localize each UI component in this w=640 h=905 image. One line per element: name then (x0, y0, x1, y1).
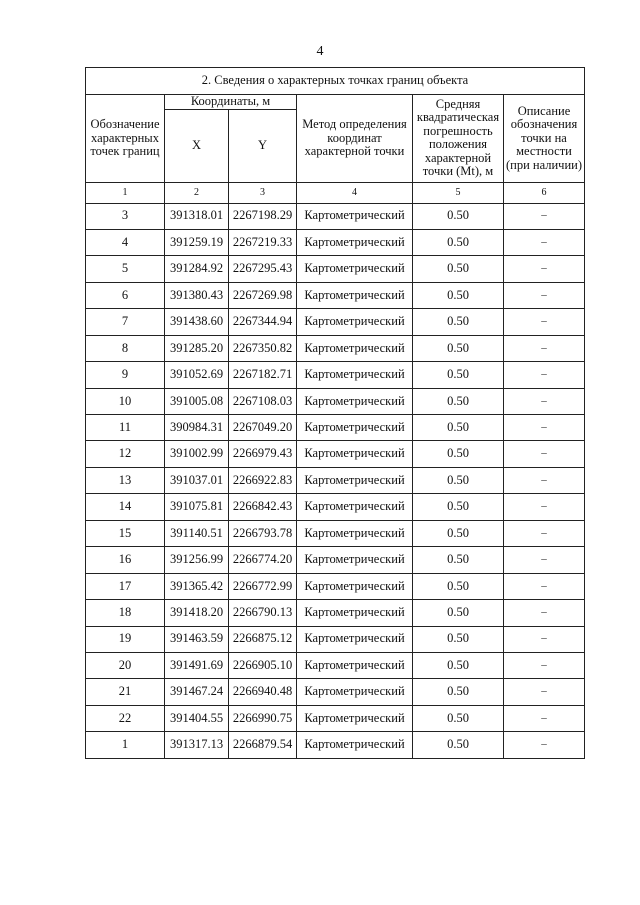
cell-description: – (504, 282, 585, 308)
column-number: 5 (413, 182, 504, 203)
cell-x: 391463.59 (165, 626, 229, 652)
cell-y: 2267049.20 (229, 415, 297, 441)
cell-accuracy: 0.50 (413, 467, 504, 493)
cell-description: – (504, 520, 585, 546)
column-number: 2 (165, 182, 229, 203)
table-row (86, 256, 585, 282)
header-x: X (165, 109, 229, 182)
header-method: Метод определения координат характерной точки (297, 95, 413, 183)
cell-description: – (504, 679, 585, 705)
cell-method: Картометрический (297, 600, 413, 626)
cell-y: 2267219.33 (229, 229, 297, 255)
cell-accuracy: 0.50 (413, 679, 504, 705)
table-body (86, 203, 585, 758)
cell-accuracy: 0.50 (413, 229, 504, 255)
cell-description: – (504, 652, 585, 678)
cell-method: Картометрический (297, 388, 413, 414)
cell-y: 2266940.48 (229, 679, 297, 705)
cell-method: Картометрический (297, 705, 413, 731)
table-row (86, 600, 585, 626)
cell-point: 9 (86, 362, 165, 388)
cell-y: 2267344.94 (229, 309, 297, 335)
cell-x: 391380.43 (165, 282, 229, 308)
cell-y: 2266774.20 (229, 547, 297, 573)
cell-method: Картометрический (297, 494, 413, 520)
cell-description: – (504, 467, 585, 493)
cell-method: Картометрический (297, 547, 413, 573)
cell-point: 6 (86, 282, 165, 308)
table-row (86, 679, 585, 705)
cell-accuracy: 0.50 (413, 282, 504, 308)
cell-accuracy: 0.50 (413, 705, 504, 731)
cell-point: 22 (86, 705, 165, 731)
cell-x: 391418.20 (165, 600, 229, 626)
column-number: 6 (504, 182, 585, 203)
cell-point: 7 (86, 309, 165, 335)
cell-description: – (504, 256, 585, 282)
cell-accuracy: 0.50 (413, 626, 504, 652)
cell-y: 2266979.43 (229, 441, 297, 467)
cell-description: – (504, 229, 585, 255)
cell-x: 391005.08 (165, 388, 229, 414)
cell-description: – (504, 705, 585, 731)
cell-y: 2267182.71 (229, 362, 297, 388)
cell-accuracy: 0.50 (413, 600, 504, 626)
table-row (86, 229, 585, 255)
table-row (86, 415, 585, 441)
header-y: Y (229, 109, 297, 182)
boundary-points-table (85, 67, 585, 759)
cell-description: – (504, 388, 585, 414)
cell-point: 3 (86, 203, 165, 229)
cell-accuracy: 0.50 (413, 520, 504, 546)
cell-y: 2267198.29 (229, 203, 297, 229)
cell-method: Картометрический (297, 652, 413, 678)
page-number: 4 (316, 44, 324, 59)
cell-x: 391317.13 (165, 732, 229, 758)
cell-accuracy: 0.50 (413, 441, 504, 467)
cell-x: 391037.01 (165, 467, 229, 493)
cell-x: 391491.69 (165, 652, 229, 678)
cell-description: – (504, 309, 585, 335)
cell-x: 391052.69 (165, 362, 229, 388)
cell-accuracy: 0.50 (413, 732, 504, 758)
cell-point: 18 (86, 600, 165, 626)
cell-accuracy: 0.50 (413, 415, 504, 441)
cell-x: 391002.99 (165, 441, 229, 467)
cell-method: Картометрический (297, 679, 413, 705)
cell-y: 2266879.54 (229, 732, 297, 758)
cell-method: Картометрический (297, 467, 413, 493)
cell-point: 10 (86, 388, 165, 414)
cell-point: 19 (86, 626, 165, 652)
table-row (86, 520, 585, 546)
cell-y: 2266842.43 (229, 494, 297, 520)
table-row (86, 309, 585, 335)
cell-point: 1 (86, 732, 165, 758)
table-row (86, 441, 585, 467)
cell-x: 391259.19 (165, 229, 229, 255)
cell-description: – (504, 335, 585, 361)
cell-description: – (504, 415, 585, 441)
table-row (86, 573, 585, 599)
cell-method: Картометрический (297, 573, 413, 599)
cell-point: 13 (86, 467, 165, 493)
cell-point: 14 (86, 494, 165, 520)
cell-point: 15 (86, 520, 165, 546)
cell-point: 17 (86, 573, 165, 599)
cell-point: 21 (86, 679, 165, 705)
cell-y: 2267269.98 (229, 282, 297, 308)
table-row (86, 282, 585, 308)
table-row (86, 547, 585, 573)
cell-x: 391140.51 (165, 520, 229, 546)
cell-point: 8 (86, 335, 165, 361)
header-accuracy: Средняя квадратическая погрешность положения характерной точки (Mt), м (413, 95, 504, 183)
cell-description: – (504, 732, 585, 758)
cell-accuracy: 0.50 (413, 547, 504, 573)
cell-accuracy: 0.50 (413, 335, 504, 361)
cell-method: Картометрический (297, 229, 413, 255)
cell-x: 390984.31 (165, 415, 229, 441)
cell-point: 11 (86, 415, 165, 441)
section-title: 2. Сведения о характерных точках границ объекта (86, 68, 585, 95)
cell-method: Картометрический (297, 626, 413, 652)
cell-method: Картометрический (297, 415, 413, 441)
cell-description: – (504, 600, 585, 626)
cell-accuracy: 0.50 (413, 494, 504, 520)
table-row (86, 626, 585, 652)
table-row (86, 335, 585, 361)
cell-x: 391365.42 (165, 573, 229, 599)
cell-point: 12 (86, 441, 165, 467)
cell-y: 2266990.75 (229, 705, 297, 731)
table-row (86, 362, 585, 388)
cell-y: 2266793.78 (229, 520, 297, 546)
cell-method: Картометрический (297, 441, 413, 467)
cell-x: 391318.01 (165, 203, 229, 229)
cell-x: 391404.55 (165, 705, 229, 731)
cell-y: 2266790.13 (229, 600, 297, 626)
cell-y: 2267108.03 (229, 388, 297, 414)
cell-point: 16 (86, 547, 165, 573)
cell-y: 2266905.10 (229, 652, 297, 678)
cell-point: 5 (86, 256, 165, 282)
cell-method: Картометрический (297, 256, 413, 282)
cell-y: 2266772.99 (229, 573, 297, 599)
cell-accuracy: 0.50 (413, 573, 504, 599)
cell-method: Картометрический (297, 335, 413, 361)
header-coordinates: Координаты, м (165, 95, 297, 110)
cell-description: – (504, 203, 585, 229)
cell-y: 2266922.83 (229, 467, 297, 493)
cell-x: 391467.24 (165, 679, 229, 705)
cell-description: – (504, 547, 585, 573)
cell-y: 2267295.43 (229, 256, 297, 282)
cell-y: 2267350.82 (229, 335, 297, 361)
cell-description: – (504, 573, 585, 599)
cell-description: – (504, 626, 585, 652)
cell-accuracy: 0.50 (413, 652, 504, 678)
table-row (86, 494, 585, 520)
cell-x: 391256.99 (165, 547, 229, 573)
cell-method: Картометрический (297, 203, 413, 229)
cell-x: 391284.92 (165, 256, 229, 282)
cell-accuracy: 0.50 (413, 203, 504, 229)
cell-y: 2266875.12 (229, 626, 297, 652)
cell-method: Картометрический (297, 282, 413, 308)
column-number: 4 (297, 182, 413, 203)
cell-x: 391438.60 (165, 309, 229, 335)
cell-description: – (504, 494, 585, 520)
cell-method: Картометрический (297, 732, 413, 758)
cell-x: 391075.81 (165, 494, 229, 520)
cell-point: 20 (86, 652, 165, 678)
cell-accuracy: 0.50 (413, 256, 504, 282)
cell-method: Картометрический (297, 520, 413, 546)
column-number: 3 (229, 182, 297, 203)
column-number: 1 (86, 182, 165, 203)
header-description: Описание обозначения точки на местности (при наличии) (504, 95, 585, 183)
table-row (86, 732, 585, 758)
table-row (86, 467, 585, 493)
cell-description: – (504, 362, 585, 388)
table-row (86, 652, 585, 678)
table-row (86, 705, 585, 731)
table-row (86, 203, 585, 229)
cell-point: 4 (86, 229, 165, 255)
cell-method: Картометрический (297, 309, 413, 335)
table-row (86, 388, 585, 414)
cell-method: Картометрический (297, 362, 413, 388)
cell-accuracy: 0.50 (413, 388, 504, 414)
header-point-designation: Обозначение характерных точек границ (86, 95, 165, 183)
cell-accuracy: 0.50 (413, 362, 504, 388)
cell-accuracy: 0.50 (413, 309, 504, 335)
cell-x: 391285.20 (165, 335, 229, 361)
cell-description: – (504, 441, 585, 467)
